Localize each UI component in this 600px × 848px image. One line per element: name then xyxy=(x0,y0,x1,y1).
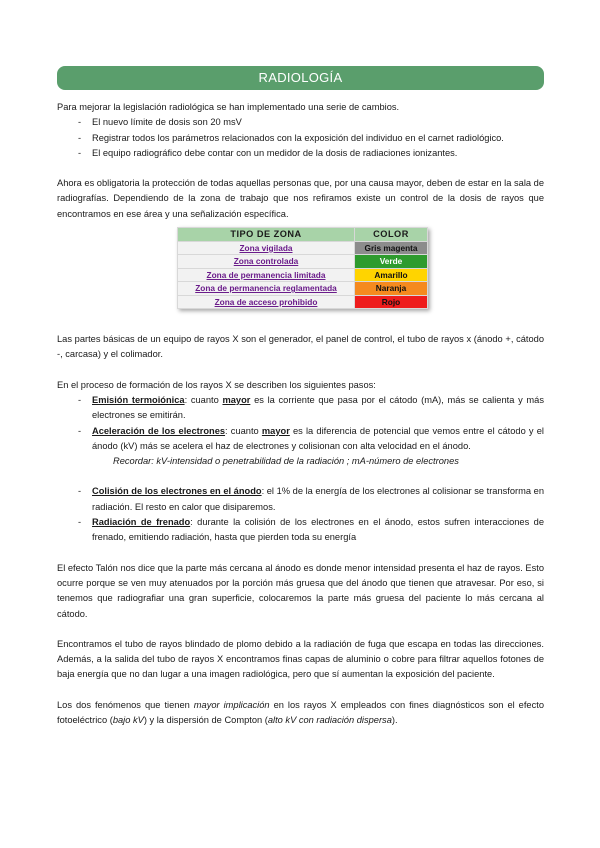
talon-paragraph: El efecto Talón nos dice que la parte más cercana al ánodo es donde menor intensidad presenta el haz de rayos. Esto ocurre porque se ven muy atenuados por la porción más gruesa que del ánodo que tienen que atravesar. Por eso, si tenemos que radiografiar una gran superficie, colocaremos la parte más gruesa del paciente lo más cercana al cátodo. xyxy=(57,562,544,619)
color-cell: Rojo xyxy=(355,296,427,309)
list-item: - Registrar todos los parámetros relacionados con la exposición del individuo en el carnet radiológico. xyxy=(57,131,544,146)
list-item: - El nuevo límite de dosis son 20 msV xyxy=(57,115,544,130)
color-cell: Amarillo xyxy=(355,269,427,282)
list-item xyxy=(57,424,544,455)
list-item xyxy=(57,515,544,546)
zone-link[interactable]: Zona controlada xyxy=(178,255,354,268)
zone-link[interactable]: Zona de permanencia limitada xyxy=(178,269,354,282)
color-cell: Verde xyxy=(355,255,427,268)
step-term: Radiación de frenado xyxy=(92,517,191,528)
step-keyword: mayor xyxy=(222,394,251,405)
zone-link[interactable]: Zona vigilada xyxy=(178,242,354,255)
steps-intro: En el proceso de formación de los rayos X se describen los siguientes pasos: xyxy=(57,379,376,390)
step-term: Aceleración de los electrones xyxy=(92,425,226,436)
list-item xyxy=(57,484,544,515)
protection-paragraph: Ahora es obligatoria la protección de todas aquellas personas que, por una causa mayor, deben de estar en la sala de radiografías. Dependiendo de la zona de trabajo que nos refiramos existe un control de la dosis de rayos que encontramos en ese área y una señalización específica. xyxy=(57,178,544,219)
step-text: : durante la colisión de los electrones en el ánodo, estos sufren interacciones de frenado, emitiendo radiación, hasta que pierden toda su energía xyxy=(92,517,544,543)
steps-list-continued xyxy=(57,484,544,545)
color-cell: Naranja xyxy=(355,282,427,295)
recordar-note: Recordar: kV-intensidad o penetrabilidad de la radiación ; mA-número de electrones xyxy=(113,456,459,467)
step-text: es la diferencia de potencial que vemos entre el cátodo y el ánodo (kV) más se acelera el haz de electrones y colisionan con alta velocidad en el ánodo. xyxy=(92,425,544,451)
changes-list xyxy=(57,115,544,161)
step-term: Emisión termoiónica xyxy=(92,394,185,405)
zone-table xyxy=(177,227,428,309)
final-emphasis: alto kV con radiación dispersa xyxy=(267,715,392,726)
steps-list xyxy=(57,393,544,454)
table-header-row xyxy=(178,228,427,241)
zone-header: TIPO DE ZONA xyxy=(178,228,354,241)
parts-paragraph: Las partes básicas de un equipo de rayos X son el generador, el panel de control, el tubo de rayos x (ánodo +, cátodo -, carcasa) y el colimador. xyxy=(57,334,544,360)
zone-link[interactable]: Zona de acceso prohibido xyxy=(178,296,354,309)
final-text: ) y la dispersión de Compton ( xyxy=(143,715,268,726)
table-row xyxy=(178,242,427,255)
color-header: COLOR xyxy=(355,228,427,241)
tube-paragraph: Encontramos el tubo de rayos blindado de plomo debido a la radiación de fuga que escapa en todas las direcciones. Además, a la salida del tubo de rayos X encontramos finas capas de aluminio o cobre para filtrar aquellos fotones de baja energía que no dan lugar a una imagen radiológica, pero que sí aumentan la exposición del paciente. xyxy=(57,638,544,680)
intro-text: Para mejorar la legislación radiológica se han implementado una serie de cambios. xyxy=(57,102,400,112)
color-cell: Gris magenta xyxy=(355,242,427,255)
list-item: - El equipo radiográfico debe contar con un medidor de la dosis de radiaciones ionizantes. xyxy=(57,146,544,161)
step-text: : cuanto xyxy=(184,394,223,405)
final-text: ). xyxy=(391,715,398,726)
step-text: : el 1% de la energía de los electrones al colisionar se transforma en radiación. El resto en calor que disiparemos. xyxy=(92,486,544,512)
final-emphasis: mayor implicación xyxy=(193,699,270,710)
table-row xyxy=(178,282,427,295)
zone-table-wrapper xyxy=(177,227,428,309)
final-text: Los dos fenómenos que tienen xyxy=(57,699,194,710)
document-page xyxy=(57,66,544,728)
step-keyword: mayor xyxy=(261,425,290,436)
final-emphasis: bajo kV xyxy=(112,715,144,726)
table-row xyxy=(178,255,427,268)
table-row xyxy=(178,269,427,282)
step-term: Colisión de los electrones en el ánodo xyxy=(92,486,262,497)
final-paragraph xyxy=(57,698,544,729)
list-item xyxy=(57,393,544,424)
final-text: en los rayos X empleados con fines diagnósticos son el efecto fotoeléctrico ( xyxy=(57,699,544,726)
step-text: : cuanto xyxy=(225,425,262,436)
step-text: es la corriente que pasa por el cátodo (mA), más se calienta y más electrones se emitirán. xyxy=(92,394,544,421)
table-row xyxy=(178,296,427,309)
zone-link[interactable]: Zona de permanencia reglamentada xyxy=(178,282,354,295)
page-title: RADIOLOGÍA xyxy=(57,66,544,90)
